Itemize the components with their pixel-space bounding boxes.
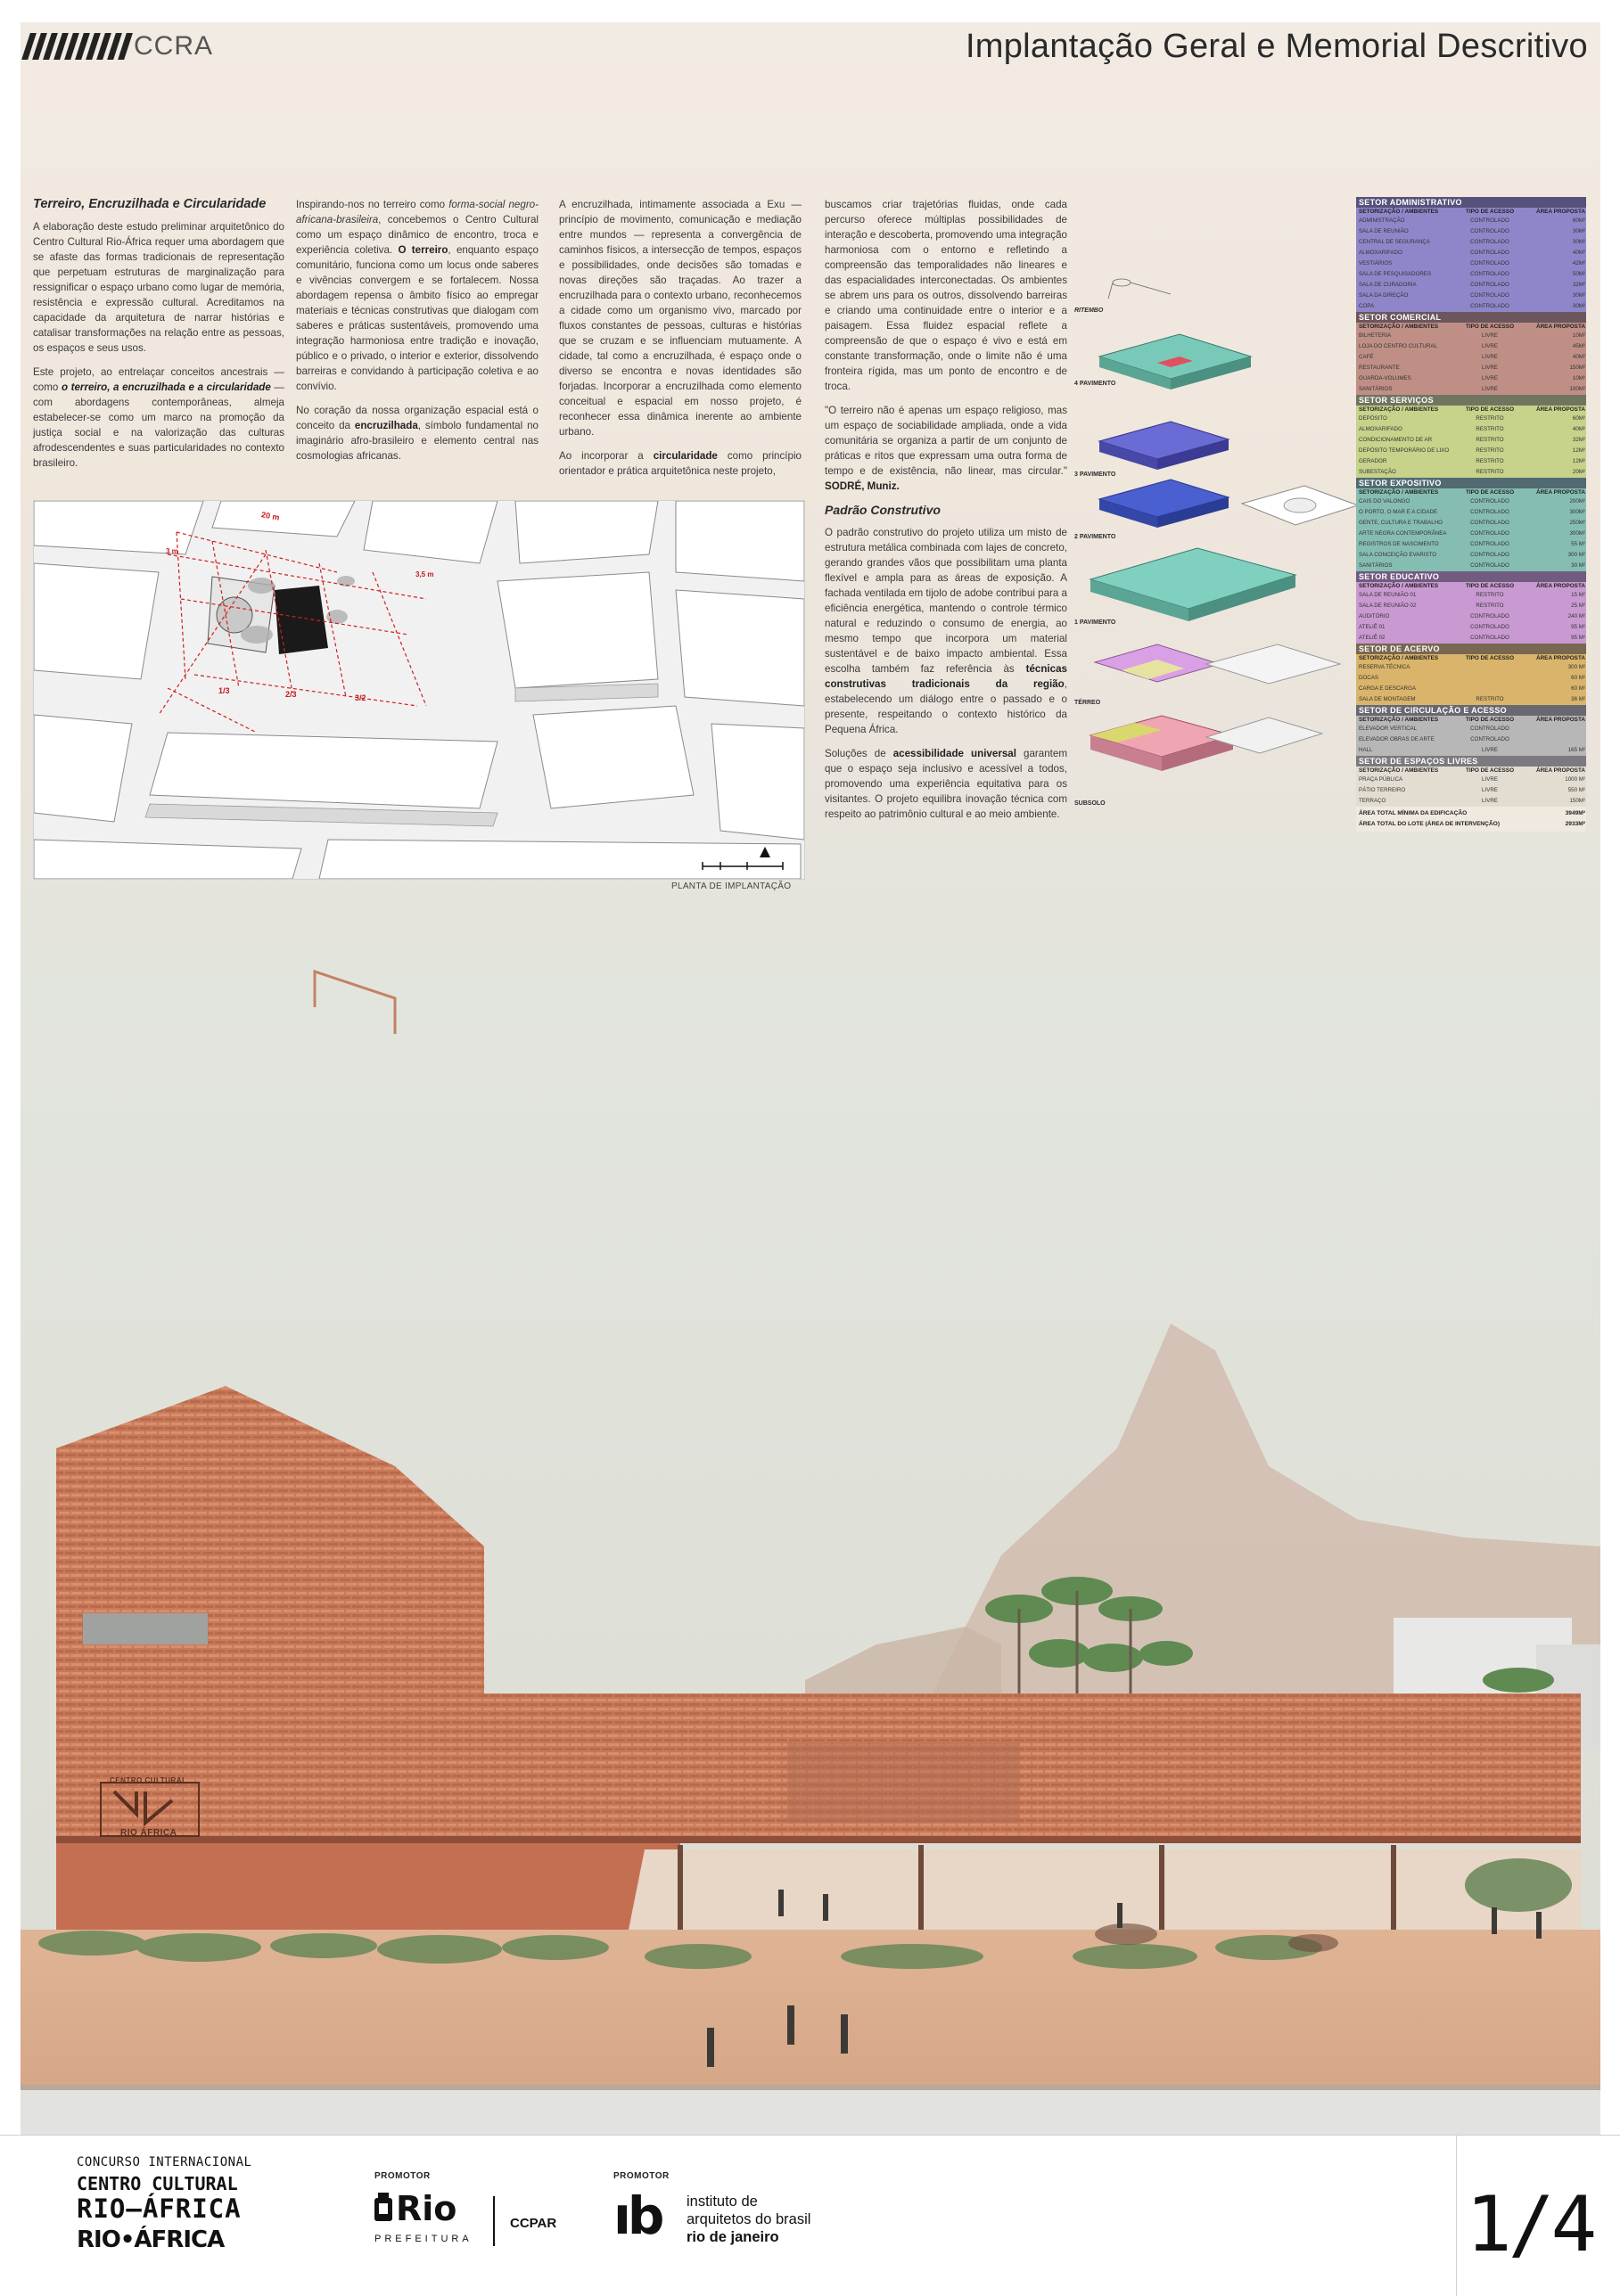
dim-label-side: 3 m — [166, 547, 178, 555]
table-cell: 300M² — [1569, 530, 1585, 537]
table-row — [1356, 467, 1586, 478]
building-sign-top: CENTRO CULTURAL — [110, 1776, 187, 1784]
table-sector — [1356, 395, 1586, 478]
dim-label-top: 20 m — [260, 510, 281, 522]
table-cell: 30M² — [1572, 292, 1585, 299]
table-sector — [1356, 571, 1586, 644]
table-cell: CENTRAL DE SEGURANÇA — [1359, 239, 1430, 245]
table-cell: 12M² — [1572, 447, 1585, 454]
column-header: ÁREA PROPOSTA — [1535, 324, 1585, 330]
table-row — [1356, 539, 1586, 550]
table-row — [1356, 550, 1586, 561]
table-row — [1356, 529, 1586, 539]
iab-line-2: arquitetos do brasil — [687, 2211, 811, 2227]
column-header: ÁREA PROPOSTA — [1535, 655, 1585, 661]
table-row — [1356, 561, 1586, 571]
sector-header-row — [1356, 323, 1586, 331]
table-cell: CONTROLADO — [1470, 228, 1509, 234]
table-cell: CARGA E DESCARGA — [1359, 685, 1416, 692]
column-header: TIPO DE ACESSO — [1465, 583, 1515, 589]
table-row — [1356, 291, 1586, 301]
table-cell: CAFÉ — [1359, 354, 1374, 360]
table-row — [1356, 518, 1586, 529]
table-row — [1356, 684, 1586, 694]
rio-coat-of-arms-icon — [373, 2193, 394, 2228]
third-label-3: 3/2 — [355, 693, 366, 702]
column-header: SETORIZAÇÃO / AMBIENTES — [1359, 209, 1439, 215]
column-header: TIPO DE ACESSO — [1465, 767, 1515, 774]
floor-label-subsolo: SUBSOLO — [1074, 800, 1106, 807]
axonometric-floor-stack — [1073, 272, 1376, 824]
program-area-table — [1356, 197, 1586, 832]
sector-title: SETOR DE ACERVO — [1356, 644, 1586, 654]
sector-title: SETOR DE ESPAÇOS LIVRES — [1356, 756, 1586, 767]
site-plan-drawing — [34, 501, 804, 879]
table-cell: LIVRE — [1482, 798, 1498, 804]
table-row — [1356, 216, 1586, 226]
table-cell: CONTROLADO — [1470, 498, 1509, 504]
column-header: TIPO DE ACESSO — [1465, 209, 1515, 215]
iab-text — [687, 2193, 810, 2246]
column-header: ÁREA PROPOSTA — [1535, 209, 1585, 215]
table-cell: LIVRE — [1482, 747, 1498, 753]
column-header: TIPO DE ACESSO — [1465, 406, 1515, 413]
rio-wordmark: Rio — [396, 2189, 457, 2228]
table-cell: HALL — [1359, 747, 1373, 753]
floor-label-ritembo: RITEMBO — [1074, 308, 1104, 314]
table-cell: AUDITÓRIO — [1359, 613, 1390, 619]
column-header: SETORIZAÇÃO / AMBIENTES — [1359, 655, 1439, 661]
table-cell: REGISTROS DE NASCIMENTO — [1359, 541, 1439, 547]
table-cell: 20M² — [1572, 469, 1585, 475]
table-cell: ARTE NEGRA CONTEMPORÂNEA — [1359, 530, 1447, 537]
section-heading-terreiro: Terreiro, Encruzilhada e Circularidade — [33, 197, 267, 211]
total-cell: ÁREA TOTAL MÍNIMA DA EDIFICAÇÃO — [1359, 810, 1468, 816]
table-sector — [1356, 644, 1586, 705]
table-sector — [1356, 705, 1586, 756]
quote: "O terreiro não é apenas um espaço religioso, mas um espaço de sociabilidade ampliada, onde a vida comunitária se organiza a partir de um conjunto de práticas e ritos que expressam uma outra forma de tempo e de existência, não linear, mas circular." SODRÉ, Muniz. — [825, 405, 1067, 492]
table-cell: 240 M² — [1567, 613, 1585, 619]
paragraph: buscamos criar trajetórias fluidas, onde cada percurso oferece múltiplas possibilidades de interação e descoberta, promovendo uma integração harmoniosa com o entorno e refletindo a compreensão das temporalidades não lineares e das espacialidades interconectadas. Os ambientes se abrem uns para os outros, dissolvendo barreiras e criando uma continuidade entre o interior e a paisagem. Essa fluidez espacial reflete a compreensão de que o espaço é vivo e está em constante transformação, onde o limite não é uma fronteira rígida, mas um ponto de encontro e de troca. — [825, 199, 1067, 392]
table-row — [1356, 352, 1586, 363]
column-header: ÁREA PROPOSTA — [1535, 583, 1585, 589]
table-cell: CONTROLADO — [1470, 303, 1509, 309]
table-cell: PÁTIO TERREIRO — [1359, 787, 1406, 793]
table-row — [1356, 331, 1586, 341]
column-header: TIPO DE ACESSO — [1465, 489, 1515, 496]
facade-render-drawing — [21, 967, 1600, 2135]
third-label-1: 1/3 — [218, 686, 230, 695]
table-cell: ATELIÊ 02 — [1359, 635, 1386, 641]
table-cell: CONTROLADO — [1470, 260, 1509, 266]
table-cell: LOJA DO CENTRO CULTURAL — [1359, 343, 1437, 349]
table-row — [1356, 590, 1586, 601]
table-cell: 10M² — [1572, 375, 1585, 381]
third-label-2: 2/3 — [285, 690, 297, 699]
table-cell: 1000 M² — [1565, 776, 1585, 783]
table-row — [1356, 435, 1586, 446]
column-header: SETORIZAÇÃO / AMBIENTES — [1359, 583, 1439, 589]
table-row — [1356, 226, 1586, 237]
promotor-label-2: PROMOTOR — [613, 2171, 670, 2181]
iab-logo-mark: ıb — [613, 2185, 662, 2246]
table-totals — [1356, 807, 1586, 832]
table-cell: CONTROLADO — [1470, 217, 1509, 224]
table-cell: 42M² — [1572, 260, 1585, 266]
table-cell: SANITÁRIOS — [1359, 386, 1393, 392]
table-cell: LIVRE — [1482, 375, 1498, 381]
floor-label-2: 2 PAVIMENTO — [1074, 534, 1116, 540]
table-row — [1356, 446, 1586, 456]
sector-title: SETOR EDUCATIVO — [1356, 571, 1586, 582]
paragraph: O padrão construtivo do projeto utiliza um misto de estrutura metálica combinada com lajes de concreto, gerando grandes vãos que possibilitam uma planta flexível e ampla para as áreas de exposição. A fachada ventilada em tijolo de adobe contribui para a eficiência energética, mantendo o controle térmico natural e reduzindo o consumo de energia, ao mesmo tempo que incorpora um material sustentável e de baixo impacto ambiental. Essa escolha também faz referência às técnicas construtivas tradicionais da região, estabelecendo um diálogo entre o passado e o presente, respeitando o contexto histórico da Pequena África. — [825, 527, 1067, 735]
table-cell: 300M² — [1569, 509, 1585, 515]
table-row — [1356, 601, 1586, 611]
table-cell: 60M² — [1572, 415, 1585, 422]
table-cell: RESTRITO — [1476, 447, 1504, 454]
table-row — [1356, 785, 1586, 796]
table-cell: 550 M² — [1567, 787, 1585, 793]
text-column-1 — [33, 197, 284, 480]
iab-line-3: rio de janeiro — [687, 2229, 779, 2245]
table-cell: LIVRE — [1482, 787, 1498, 793]
table-cell: CONTROLADO — [1470, 635, 1509, 641]
table-cell: 15 M² — [1571, 592, 1585, 598]
axonometric-drawing — [1073, 272, 1376, 824]
competition-line-2: CENTRO CULTURAL — [77, 2173, 238, 2194]
table-cell: 250M² — [1569, 520, 1585, 526]
table-row — [1356, 694, 1586, 705]
table-cell: RESTRITO — [1476, 437, 1504, 443]
column-header: SETORIZAÇÃO / AMBIENTES — [1359, 717, 1439, 723]
table-cell: 150M² — [1569, 365, 1585, 371]
table-row — [1356, 363, 1586, 373]
table-row — [1356, 622, 1586, 633]
table-row — [1356, 775, 1586, 785]
table-cell: RESTRITO — [1476, 696, 1504, 702]
table-cell: SALA CONCEIÇÃO EVARISTO — [1359, 552, 1437, 558]
paragraph: No coração da nossa organização espacial está o conceito da encruzilhada, símbolo fundamental no imaginário afro-brasileiro e elemento central nas cosmologias africanas. — [296, 405, 539, 462]
table-cell: 60 M² — [1571, 685, 1585, 692]
table-cell: CONTROLADO — [1470, 562, 1509, 569]
divider — [493, 2196, 495, 2246]
table-cell: RESERVA TÉCNICA — [1359, 664, 1410, 670]
table-cell: 30M² — [1572, 303, 1585, 309]
table-cell — [1455, 673, 1525, 684]
table-row — [1356, 724, 1586, 734]
sector-title: SETOR COMERCIAL — [1356, 312, 1586, 323]
table-cell: LIVRE — [1482, 354, 1498, 360]
paragraph: Inspirando-nos no terreiro como forma-social negro-africana-brasileira, concebemos o Centro Cultural como um espaço dinâmico de encontro, troca e experiência coletiva. O terreiro, enquanto espaço comunitário, funciona como um locus onde saberes e vivências convergem e se fortalecem. Nossa abordagem repensa o âmbito físico ao empregar materiais e técnicas construtivas que dialogam com saberes e práticas sustentáveis, promovendo uma integração harmoniosa entre tradição e inovação, público e o privado, o interior e exterior, dissolvendo barreiras e convidando à participação coletiva e ao convívio. — [296, 199, 539, 392]
table-row — [1356, 280, 1586, 291]
text-column-3 — [559, 197, 802, 488]
table-row — [1356, 258, 1586, 269]
table-cell: 150M² — [1569, 798, 1585, 804]
table-cell: 40M² — [1572, 354, 1585, 360]
table-cell: 40M² — [1572, 250, 1585, 256]
table-row — [1356, 673, 1586, 684]
table-cell: GENTE, CULTURA E TRABALHO — [1359, 520, 1443, 526]
table-cell: CONTROLADO — [1470, 292, 1509, 299]
table-row — [1356, 496, 1586, 507]
table-cell: 200M² — [1569, 498, 1585, 504]
table-cell: 40M² — [1572, 426, 1585, 432]
table-cell: LIVRE — [1482, 332, 1498, 339]
table-cell: CONTROLADO — [1470, 239, 1509, 245]
competition-line-3: RIO–ÁFRICA — [77, 2194, 242, 2224]
table-sector — [1356, 197, 1586, 312]
table-cell: SUBESTAÇÃO — [1359, 469, 1396, 475]
total-cell: ÁREA TOTAL DO LOTE (ÁREA DE INTERVENÇÃO) — [1359, 821, 1501, 827]
table-cell: CONTROLADO — [1470, 726, 1509, 732]
table-cell: 32M² — [1572, 437, 1585, 443]
ccpar-text: CCPAR — [510, 2216, 557, 2231]
table-cell: RESTRITO — [1476, 592, 1504, 598]
column-header: ÁREA PROPOSTA — [1535, 406, 1585, 413]
column-header: ÁREA PROPOSTA — [1535, 717, 1585, 723]
promotor-label-1: PROMOTOR — [374, 2171, 431, 2181]
paragraph: Ao incorporar a circularidade como princípio orientador e prática arquitetônica neste projeto, — [559, 450, 802, 477]
competition-line-1: CONCURSO INTERNACIONAL — [77, 2155, 252, 2169]
paragraph: A encruzilhada, intimamente associada a Exu — princípio de movimento, comunicação e mediação entre mundos — representa a convergência de caminhos físicos, a intersecção de tempos, espaços e possibilidades, onde decisões são tomadas e novas direções são traçadas. Ao trazer a encruzilhada para o contexto urbano, reconhecemos a cidade como um organismo vivo, marcado por fluxos constantes de pessoas, culturas e histórias que se cruzam e se influenciam mutuamente. A cidade, tal como a encruzilhada, é espaço onde o diverso se encontra e novas identidades são forjadas. Incorporar a encruzilhada como elemento conceitual e espacial em nosso projeto, é reconhecer essa dinâmica inerente ao ambiente urbano. — [559, 199, 802, 438]
table-row — [1356, 384, 1586, 395]
table-cell: SALA DE MONTAGEM — [1359, 696, 1416, 702]
table-cell: LIVRE — [1482, 343, 1498, 349]
table-cell: COPA — [1359, 303, 1375, 309]
column-header: TIPO DE ACESSO — [1465, 717, 1515, 723]
column-header: TIPO DE ACESSO — [1465, 324, 1515, 330]
table-cell: VESTIÁRIOS — [1359, 260, 1393, 266]
table-cell: 55 M² — [1571, 541, 1585, 547]
table-cell: 95 M² — [1571, 624, 1585, 630]
iab-line-1: instituto de — [687, 2194, 758, 2210]
table-row — [1356, 745, 1586, 756]
table-cell: SALA DE CURADORIA — [1359, 282, 1417, 288]
column-header: SETORIZAÇÃO / AMBIENTES — [1359, 489, 1439, 496]
table-cell: O PORTO, O MAR E A CIDADE — [1359, 509, 1438, 515]
column-header: SETORIZAÇÃO / AMBIENTES — [1359, 324, 1439, 330]
table-cell: RESTRITO — [1476, 415, 1504, 422]
table-cell: CONTROLADO — [1470, 624, 1509, 630]
table-cell: SALA DE REUNIÃO — [1359, 228, 1409, 234]
table-cell: CONTROLADO — [1470, 736, 1509, 742]
table-cell: 32M² — [1572, 282, 1585, 288]
stripes-logo-icon — [26, 33, 128, 60]
table-row — [1356, 633, 1586, 644]
table-cell: 36 M² — [1571, 696, 1585, 702]
table-cell: GUARDA-VOLUMES — [1359, 375, 1411, 381]
poster-board — [21, 22, 1600, 2135]
table-cell: ELEVADOR VERTICAL — [1359, 726, 1418, 732]
table-cell — [1455, 662, 1525, 673]
table-cell: PRAÇA PÚBLICA — [1359, 776, 1403, 783]
sector-title: SETOR DE CIRCULAÇÃO E ACESSO — [1356, 705, 1586, 716]
table-cell: CONTROLADO — [1470, 282, 1509, 288]
table-cell: RESTRITO — [1476, 426, 1504, 432]
plan-caption: PLANTA DE IMPLANTAÇÃO — [671, 882, 792, 891]
sector-title: SETOR SERVIÇOS — [1356, 395, 1586, 406]
table-cell: GERADOR — [1359, 458, 1387, 464]
table-row — [1356, 237, 1586, 248]
table-cell: CAIS DO VALONGO — [1359, 498, 1410, 504]
column-header: ÁREA PROPOSTA — [1535, 489, 1585, 496]
table-cell: 45M² — [1572, 343, 1585, 349]
table-cell: CONTROLADO — [1470, 520, 1509, 526]
table-cell: CONTROLADO — [1470, 271, 1509, 277]
sector-header-row — [1356, 582, 1586, 590]
table-cell: DEPÓSITO — [1359, 415, 1387, 422]
sector-header-row — [1356, 208, 1586, 216]
table-row — [1356, 373, 1586, 384]
table-cell: SALA DE REUNIÃO 01 — [1359, 592, 1417, 598]
table-cell: ALMOXARIFADO — [1359, 426, 1402, 432]
table-cell: BILHETERIA — [1359, 332, 1392, 339]
sector-header-row — [1356, 406, 1586, 414]
table-cell: 30 M² — [1571, 562, 1585, 569]
table-cell: 30M² — [1572, 239, 1585, 245]
table-cell: LIVRE — [1482, 365, 1498, 371]
table-cell: CONTROLADO — [1470, 530, 1509, 537]
sector-header-row — [1356, 654, 1586, 662]
total-row — [1359, 808, 1583, 819]
table-cell: CONTROLADO — [1470, 613, 1509, 619]
table-sector — [1356, 312, 1586, 395]
table-cell — [1525, 724, 1589, 734]
page-number-divider — [1456, 2136, 1457, 2296]
dim-label-right: 3,5 m — [415, 570, 434, 578]
table-cell: CONDICIONAMENTO DE AR — [1359, 437, 1433, 443]
table-row — [1356, 269, 1586, 280]
table-cell: 10M² — [1572, 332, 1585, 339]
total-cell: 2933M² — [1565, 821, 1585, 827]
table-cell: LIVRE — [1482, 386, 1498, 392]
table-cell: 30M² — [1572, 228, 1585, 234]
logo-text: CCRA — [134, 31, 214, 61]
facade-render — [21, 967, 1600, 2135]
page-number: 1/4 — [1466, 2180, 1594, 2269]
table-cell: 100M² — [1569, 386, 1585, 392]
sector-title: SETOR EXPOSITIVO — [1356, 478, 1586, 488]
sector-header-row — [1356, 488, 1586, 496]
table-cell: LIVRE — [1482, 776, 1498, 783]
table-cell: 12M² — [1572, 458, 1585, 464]
competition-block — [77, 2155, 251, 2253]
sector-title: SETOR ADMINISTRATIVO — [1356, 197, 1586, 208]
footer — [0, 2135, 1620, 2296]
floor-label-3: 3 PAVIMENTO — [1074, 472, 1116, 478]
table-cell: 50M² — [1572, 271, 1585, 277]
column-header: ÁREA PROPOSTA — [1535, 767, 1585, 774]
table-cell: ELEVADOR OBRAS DE ARTE — [1359, 736, 1435, 742]
table-cell: 25 M² — [1571, 603, 1585, 609]
table-cell: SALA DE PESQUISADORES — [1359, 271, 1432, 277]
paragraph: Soluções de acessibilidade universal garantem que o espaço seja inclusivo e acessível a todos, promovendo uma experiência equitativa para os visitantes. O projeto equilibra inovação técnica com respeito ao patrimônio cultural e ao meio ambiente. — [825, 748, 1067, 820]
table-cell — [1525, 734, 1589, 745]
table-cell: ATELIÊ 01 — [1359, 624, 1386, 630]
page-title: Implantação Geral e Memorial Descritivo — [965, 28, 1588, 65]
rio-africa-logo: RIO•ÁFRICA — [77, 2226, 225, 2253]
total-row — [1359, 819, 1583, 830]
table-cell: 60M² — [1572, 217, 1585, 224]
column-header: SETORIZAÇÃO / AMBIENTES — [1359, 406, 1439, 413]
table-sector — [1356, 756, 1586, 807]
table-cell: SALA DE REUNIÃO 02 — [1359, 603, 1417, 609]
table-cell: ALMOXARIFADO — [1359, 250, 1402, 256]
table-row — [1356, 414, 1586, 424]
total-cell: 3949M² — [1565, 810, 1585, 816]
table-row — [1356, 507, 1586, 518]
table-cell: CONTROLADO — [1470, 552, 1509, 558]
floor-label-terreo: TÉRREO — [1074, 700, 1101, 706]
table-cell: CONTROLADO — [1470, 250, 1509, 256]
table-cell: ADMINISTRAÇÃO — [1359, 217, 1405, 224]
table-row — [1356, 734, 1586, 745]
table-cell: SANITÁRIOS — [1359, 562, 1393, 569]
table-row — [1356, 341, 1586, 352]
table-cell: CONTROLADO — [1470, 509, 1509, 515]
sector-header-row — [1356, 767, 1586, 775]
table-cell: SALA DA DIREÇÃO — [1359, 292, 1409, 299]
floor-label-4: 4 PAVIMENTO — [1074, 381, 1116, 387]
table-row — [1356, 301, 1586, 312]
table-row — [1356, 456, 1586, 467]
table-cell: 95 M² — [1571, 635, 1585, 641]
table-cell: RESTRITO — [1476, 458, 1504, 464]
table-row — [1356, 248, 1586, 258]
sector-header-row — [1356, 716, 1586, 724]
table-cell: 165 M² — [1567, 747, 1585, 753]
paragraph: A elaboração deste estudo preliminar arquitetônico do Centro Cultural Rio-África requer uma abordagem que se afaste das formas tradicionais de representação que perpetuam estruturas de marginalização para ressignificar o espaço urbano como lugar de memória, resistência e expressão cultural. Acreditamos na capacidade da arquitetura de narrar histórias e catalisar transformações na relação entre as pessoas, os espaços e seus usos. — [33, 221, 284, 354]
column-header: TIPO DE ACESSO — [1465, 655, 1515, 661]
ccra-logo — [26, 31, 213, 62]
table-row — [1356, 611, 1586, 622]
table-cell: DOCAS — [1359, 675, 1379, 681]
text-column-4 — [825, 197, 1067, 831]
table-cell: RESTRITO — [1476, 469, 1504, 475]
section-heading-padrao: Padrão Construtivo — [825, 503, 941, 517]
prefeitura-text: PREFEITURA — [374, 2234, 473, 2244]
paragraph: Este projeto, ao entrelaçar conceitos ancestrais — como o terreiro, a encruzilhada e a circularidade — com abordagens contemporâneas, almeja estabelecer-se como um marco na promoção da justiça social e na valorização das culturas afrodescendentes e suas particularidades no contexto brasileiro. — [33, 366, 284, 469]
table-cell: RESTAURANTE — [1359, 365, 1400, 371]
table-cell: 300 M² — [1567, 552, 1585, 558]
floor-label-1: 1 PAVIMENTO — [1074, 619, 1116, 626]
site-plan — [33, 500, 805, 880]
table-cell: CONTROLADO — [1470, 541, 1509, 547]
table-row — [1356, 662, 1586, 673]
column-header: SETORIZAÇÃO / AMBIENTES — [1359, 767, 1439, 774]
text-column-2 — [296, 197, 539, 472]
table-cell: RESTRITO — [1476, 603, 1504, 609]
table-cell: 300 M² — [1567, 664, 1585, 670]
table-cell: TERRAÇO — [1359, 798, 1386, 804]
table-row — [1356, 796, 1586, 807]
building-sign-bottom: RIO ÁFRICA — [120, 1828, 177, 1838]
table-sector — [1356, 478, 1586, 571]
table-cell: 60 M² — [1571, 675, 1585, 681]
table-cell — [1455, 684, 1525, 694]
table-row — [1356, 424, 1586, 435]
table-cell: DEPÓSITO TEMPORÁRIO DE LIXO — [1359, 447, 1450, 454]
